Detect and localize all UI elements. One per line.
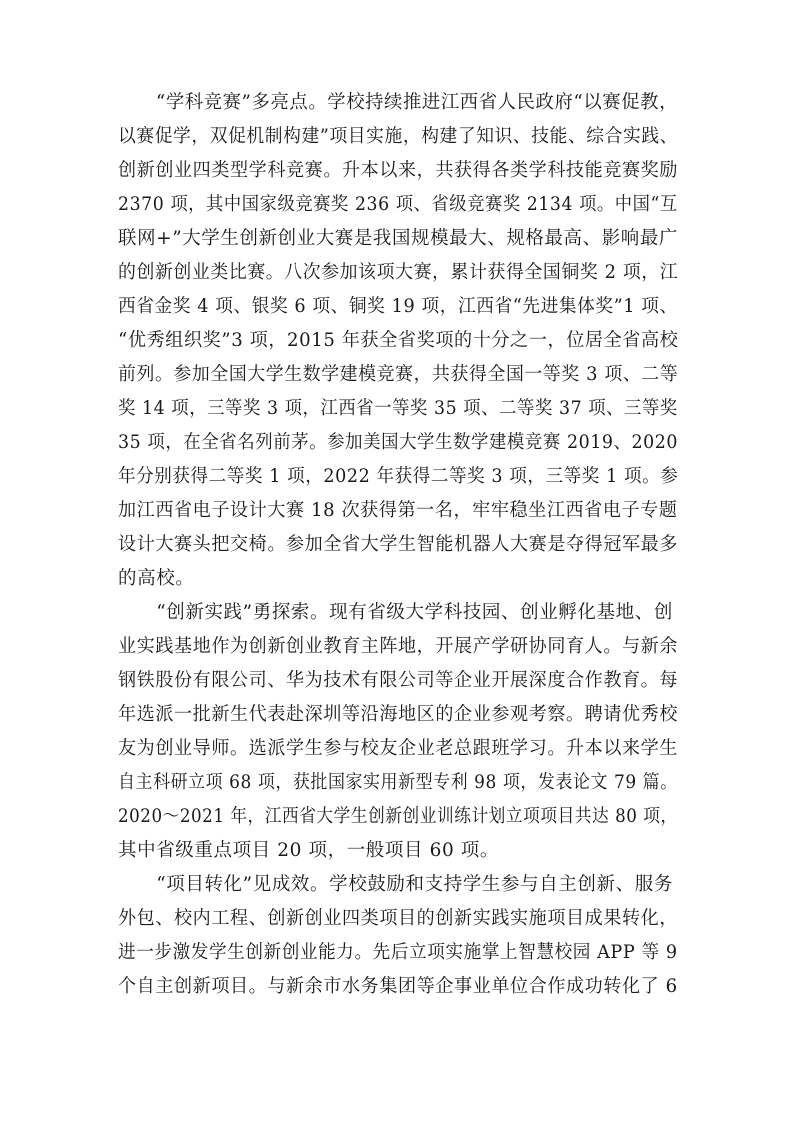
text-line: “学科竞赛”多亮点。学校持续推进江西省人民政府“以赛促教，	[118, 92, 679, 113]
text-line: “优秀组织奖”3 项，2015 年获全省奖项的十分之一，位居全省高校	[118, 330, 679, 351]
text-line: “项目转化”见成效。学校鼓励和支持学生参与自主创新、服务	[118, 874, 673, 895]
text-line: 设计大赛头把交椅。参加全省大学生智能机器人大赛是夺得冠军最多	[118, 534, 679, 555]
paragraph-innovation-practice	[118, 596, 678, 868]
text-line: 个自主创新项目。与新余市水务集团等企事业单位合作成功转化了 6	[118, 976, 678, 997]
text-line: 友为创业导师。选派学生参与校友企业老总跟班学习。升本以来学生	[118, 738, 679, 759]
paragraph-project-transformation	[118, 868, 678, 1004]
text-line: 的高校。	[118, 568, 195, 589]
text-line: 35 项，在全省名列前茅。参加美国大学生数学建模竞赛 2019、2020	[118, 432, 679, 453]
text-line: 外包、校内工程、创新创业四类项目的创新实践实施项目成果转化，	[118, 908, 679, 929]
text-line: 创新创业四类型学科竞赛。升本以来，共获得各类学科技能竞赛奖励	[118, 160, 679, 181]
text-line: 业实践基地作为创新创业教育主阵地，开展产学研协同育人。与新余	[118, 636, 679, 657]
text-line: “创新实践”勇探索。现有省级大学科技园、创业孵化基地、创	[118, 602, 673, 623]
text-line: 年选派一批新生代表赴深圳等沿海地区的企业参观考察。聘请优秀校	[118, 704, 679, 725]
text-line: 前列。参加全国大学生数学建模竞赛，共获得全国一等奖 3 项、二等	[118, 364, 679, 385]
text-line: 奖 14 项，三等奖 3 项，江西省一等奖 35 项、二等奖 37 项、三等奖	[118, 398, 678, 419]
text-line: 西省金奖 4 项、银奖 6 项、铜奖 19 项，江西省“先进集体奖”1 项、	[118, 296, 678, 317]
text-line: 联网+”大学生创新创业大赛是我国规模最大、规格最高、影响最广	[118, 228, 678, 249]
text-line: 自主科研立项 68 项，获批国家实用新型专利 98 项，发表论文 79 篇。	[118, 772, 678, 793]
text-line: 年分别获得二等奖 1 项，2022 年获得二等奖 3 项，三等奖 1 项。参	[118, 466, 679, 487]
text-line: 进一步激发学生创新创业能力。先后立项实施掌上智慧校园 APP 等 9	[118, 942, 678, 963]
text-line: 钢铁股份有限公司、华为技术有限公司等企业开展深度合作教育。每	[118, 670, 679, 691]
text-line: 2020～2021 年，江西省大学生创新创业训练计划立项项目共达 80 项，	[118, 806, 678, 827]
text-line: 2370 项，其中国家级竞赛奖 236 项、省级竞赛奖 2134 项。中国“互	[118, 194, 678, 215]
text-line: 其中省级重点项目 20 项，一般项目 60 项。	[118, 840, 500, 861]
paragraph-competitions	[118, 86, 678, 596]
text-line: 的创新创业类比赛。八次参加该项大赛，累计获得全国铜奖 2 项，江	[118, 262, 679, 283]
text-line: 以赛促学，双促机制构建”项目实施，构建了知识、技能、综合实践、	[118, 126, 679, 147]
body-text	[118, 86, 678, 1004]
text-line: 加江西省电子设计大赛 18 次获得第一名，牢牢稳坐江西省电子专题	[118, 500, 678, 521]
